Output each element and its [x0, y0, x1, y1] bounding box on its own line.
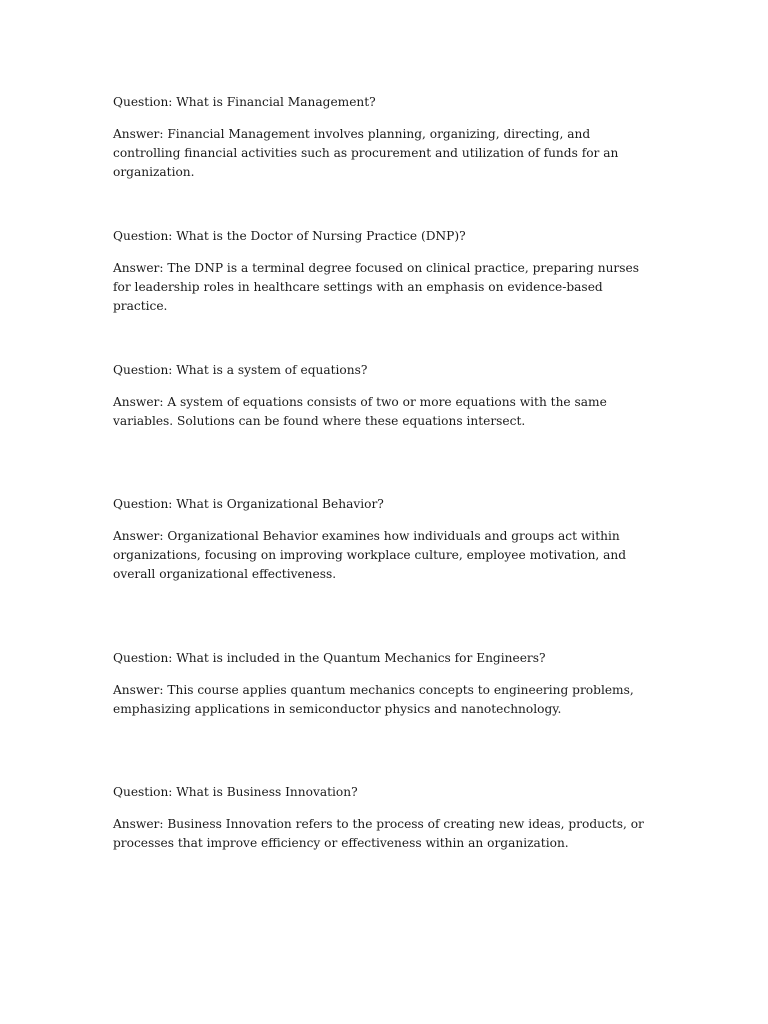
question-text: Question: What is the Doctor of Nursing Practice (DNP)? [113, 229, 466, 243]
question-text: Question: What is included in the Quantum Mechanics for Engineers? [113, 651, 546, 665]
question-text: Question: What is Organizational Behavior? [113, 497, 384, 511]
question-text: Question: What is Business Innovation? [113, 785, 358, 799]
qa-block [113, 783, 658, 853]
answer-text: Answer: Financial Management involves planning, organizing, directing, and controlling financial activities such as procurement and utilization of funds for an organization. [113, 127, 619, 179]
answer-text: Answer: This course applies quantum mechanics concepts to engineering problems, emphasizing applications in semiconductor physics and nanotechnology. [113, 683, 634, 716]
qa-block [113, 93, 658, 182]
qa-block [113, 649, 658, 719]
qa-block [113, 361, 658, 431]
qa-block [113, 495, 658, 584]
answer-text: Answer: A system of equations consists of two or more equations with the same variables. Solutions can be found where these equations intersect. [113, 395, 607, 428]
answer-text: Answer: Organizational Behavior examines how individuals and groups act within organizations, focusing on improving workplace culture, employee motivation, and overall organizational effectiveness. [113, 529, 627, 581]
question-text: Question: What is a system of equations? [113, 363, 368, 377]
question-text: Question: What is Financial Management? [113, 95, 376, 109]
answer-text: Answer: The DNP is a terminal degree focused on clinical practice, preparing nurses for leadership roles in healthcare settings with an emphasis on evidence-based practice. [113, 261, 639, 313]
answer-text: Answer: Business Innovation refers to the process of creating new ideas, products, or processes that improve efficiency or effectiveness within an organization. [113, 817, 644, 850]
qa-block [113, 227, 658, 316]
